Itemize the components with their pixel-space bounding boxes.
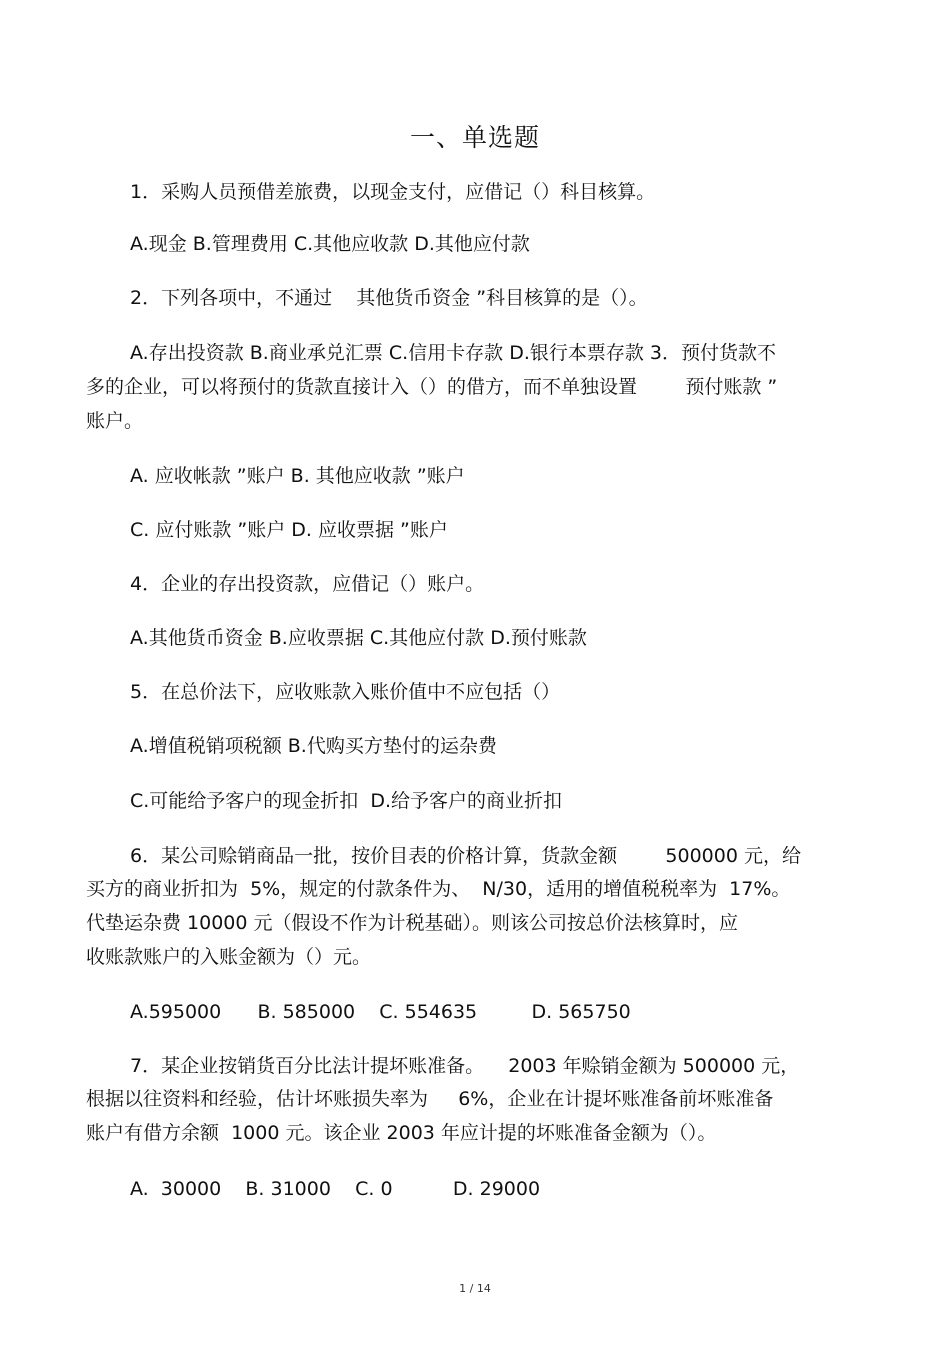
question-7-text-line-2: 根据以往资料和经验，估计坏账损失率为 6%，企业在计提坏账准备前坏账准备 bbox=[86, 1088, 774, 1110]
question-4-text: 4．企业的存出投资款，应借记（）账户。 bbox=[130, 573, 485, 595]
question-5-text: 5．在总价法下，应收账款入账价值中不应包括（） bbox=[130, 681, 561, 703]
question-6-text-line-3: 代垫运杂费 10000 元（假设不作为计税基础）。则该公司按总价法核算时，应 bbox=[86, 912, 739, 934]
question-3-options-cd: C. 应付账款 ”账户 D. 应收票据 ”账户 bbox=[130, 519, 448, 541]
question-5-options-cd: C.可能给予客户的现金折扣 D.给予客户的商业折扣 bbox=[130, 790, 563, 812]
page-indicator: 1 / 14 bbox=[459, 1282, 491, 1295]
question-6-text-line-2: 买方的商业折扣为 5%，规定的付款条件为、 N/30，适用的增值税税率为 17%。 bbox=[86, 878, 791, 900]
question-3-text-line-2: 多的企业，可以将预付的货款直接计入（）的借方，而不单独设置 预付账款 ” bbox=[86, 376, 778, 398]
question-7-text-line-1: 7．某企业按销货百分比法计提坏账准备。 2003 年赊销金额为 500000 元， bbox=[130, 1055, 800, 1077]
question-1-options: A.现金 B.管理费用 C.其他应收款 D.其他应付款 bbox=[130, 233, 530, 255]
section-title: 一、单选题 bbox=[409, 123, 540, 152]
question-4-options: A.其他货币资金 B.应收票据 C.其他应付款 D.预付账款 bbox=[130, 627, 587, 649]
question-1-text: 1．采购人员预借差旅费，以现金支付，应借记（）科目核算。 bbox=[130, 181, 656, 203]
question-6-options: A.595000 B. 585000 C. 554635 D. 565750 bbox=[130, 1001, 631, 1023]
question-2-options: A.存出投资款 B.商业承兑汇票 C.信用卡存款 D.银行本票存款 3．预付货款不 bbox=[130, 342, 777, 364]
question-2-text: 2．下列各项中，不通过 其他货币资金 ”科目核算的是（）。 bbox=[130, 287, 648, 309]
question-6-text-line-1: 6．某公司赊销商品一批，按价目表的价格计算，货款金额 500000 元，给 bbox=[130, 845, 801, 867]
question-3-text-line-3: 账户。 bbox=[86, 410, 144, 432]
question-7-options: A. 30000 B. 31000 C. 0 D. 29000 bbox=[130, 1178, 541, 1200]
question-7-text-line-3: 账户有借方余额 1000 元。该企业 2003 年应计提的坏账准备金额为（）。 bbox=[86, 1122, 717, 1144]
question-6-text-line-4: 收账款账户的入账金额为（）元。 bbox=[86, 946, 372, 968]
question-5-options-ab: A.增值税销项税额 B.代购买方垫付的运杂费 bbox=[130, 735, 497, 757]
question-3-options-ab: A. 应收帐款 ”账户 B. 其他应收款 ”账户 bbox=[130, 465, 465, 487]
